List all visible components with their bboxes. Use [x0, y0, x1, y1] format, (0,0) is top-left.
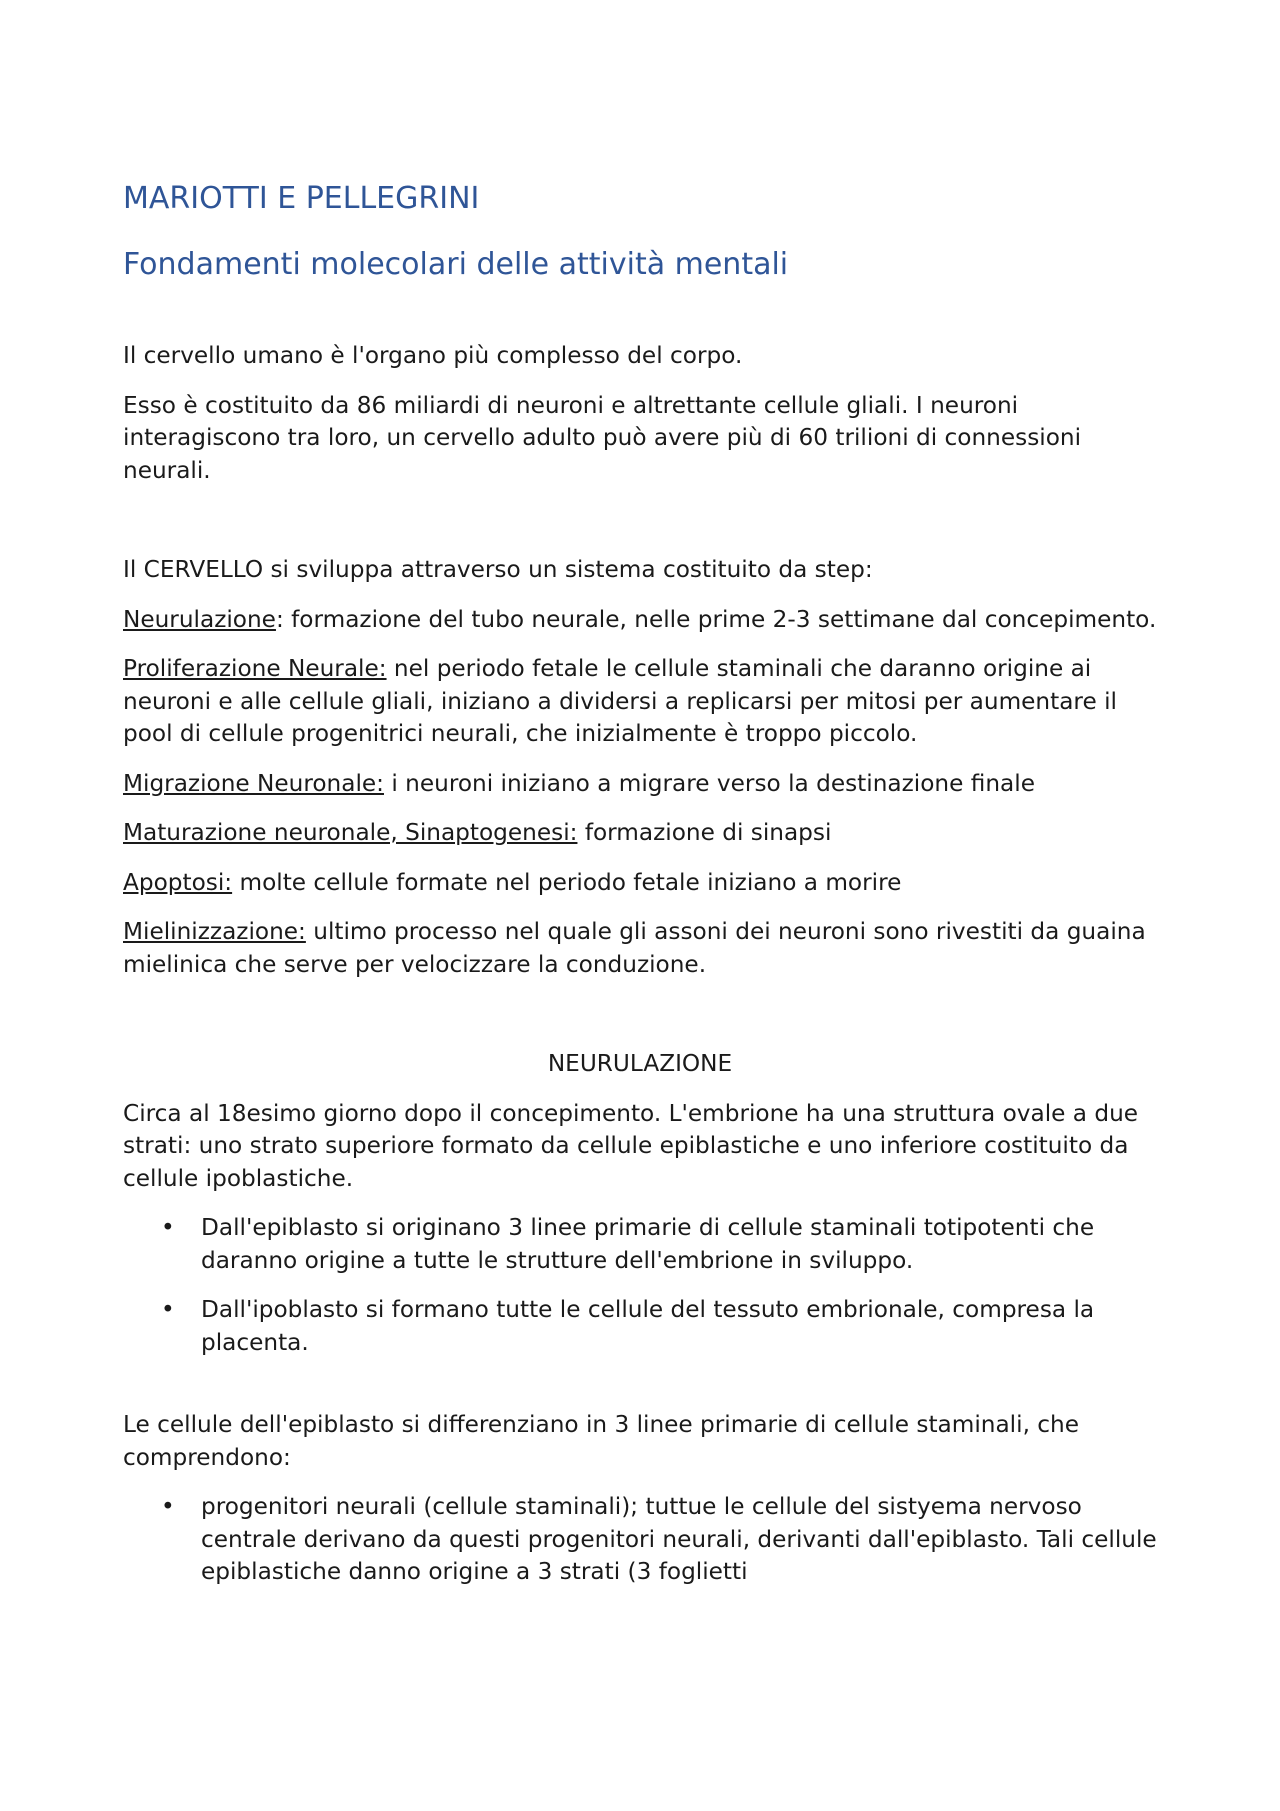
intro-paragraph-2: Esso è costituito da 86 miliardi di neuroni e altrettante cellule gliali. I neuroni interagiscono tra loro, un cervello adulto può avere più di 60 trilioni di connessioni neurali.	[123, 391, 1082, 484]
list-item	[161, 1491, 1157, 1589]
step-text: ultimo processo nel quale gli assoni dei neuroni sono rivestiti da guaina mielinica che serve per velocizzare la conduzione.	[123, 918, 1146, 978]
section-paragraph: Circa al 18esimo giorno dopo il concepimento. L'embrione ha una struttura ovale a due strati: uno strato superiore formato da cellule epiblastiche e uno inferiore costituito da cellule ipoblastiche.	[123, 1099, 1139, 1192]
section-heading: NEURULAZIONE	[547, 1050, 733, 1077]
step-text: i neuroni iniziano a migrare verso la destinazione finale	[383, 769, 1035, 797]
document-title: MARIOTTI E PELLEGRINI	[123, 181, 480, 216]
step-text: molte cellule formate nel periodo fetale iniziano a morire	[232, 868, 902, 896]
list-item	[161, 1294, 1157, 1359]
list-item-text: Dall'epiblasto si originano 3 linee primarie di cellule staminali totipotenti che daranno origine a tutte le strutture dell'embrione in sviluppo.	[201, 1214, 1095, 1274]
step-term: Maturazione neuronale, Sinaptogenesi:	[123, 819, 578, 846]
step-paragraph	[123, 653, 1157, 751]
intro-paragraph-1: Il cervello umano è l'organo più complesso del corpo.	[123, 342, 743, 369]
step-paragraph	[123, 604, 1157, 637]
step-term: Neurulazione	[123, 605, 276, 633]
step-text: : formazione del tubo neurale, nelle prime 2-3 settimane dal concepimento.	[275, 605, 1157, 633]
bullet-list-1	[123, 1212, 1157, 1359]
list-item	[161, 1212, 1157, 1277]
step-text: nel periodo fetale le cellule staminali che daranno origine ai neuroni e alle cellule gliali, iniziano a dividersi a replicarsi per mitosi per aumentare il pool di cellule progenitrici neurali, che inizialmente è troppo piccolo.	[123, 655, 1117, 747]
bullet-icon: •	[161, 1493, 175, 1520]
document-subtitle: Fondamenti molecolari delle attività mentali	[123, 247, 789, 282]
bullet-icon: •	[161, 1214, 175, 1241]
step-term: Proliferazione Neurale:	[123, 655, 387, 682]
step-paragraph	[123, 867, 1157, 900]
step-term: Mielinizzazione:	[123, 918, 306, 945]
step-paragraph	[123, 768, 1157, 801]
paragraph-2: Le cellule dell'epiblasto si differenziano in 3 linee primarie di cellule staminali, che comprendono:	[123, 1411, 1080, 1471]
steps-intro: Il CERVELLO si sviluppa attraverso un sistema costituito da step:	[123, 556, 873, 583]
step-text: formazione di sinapsi	[577, 819, 832, 846]
document-body	[123, 0, 1157, 1589]
step-term: Migrazione Neuronale:	[123, 769, 384, 797]
list-item-text: Dall'ipoblasto si formano tutte le cellule del tessuto embrionale, compresa la placenta.	[201, 1296, 1095, 1356]
bullet-icon: •	[161, 1296, 175, 1323]
list-item-text: progenitori neurali (cellule staminali); tuttue le cellule del sistyema nervoso centrale derivano da questi progenitori neurali, derivanti dall'epiblasto. Tali cellule epiblastiche danno origine a 3 strati (3 foglietti	[201, 1493, 1157, 1585]
step-paragraph	[123, 817, 1157, 850]
step-term: Apoptosi:	[123, 868, 233, 896]
step-paragraph	[123, 916, 1157, 981]
bullet-list-2	[123, 1491, 1157, 1589]
